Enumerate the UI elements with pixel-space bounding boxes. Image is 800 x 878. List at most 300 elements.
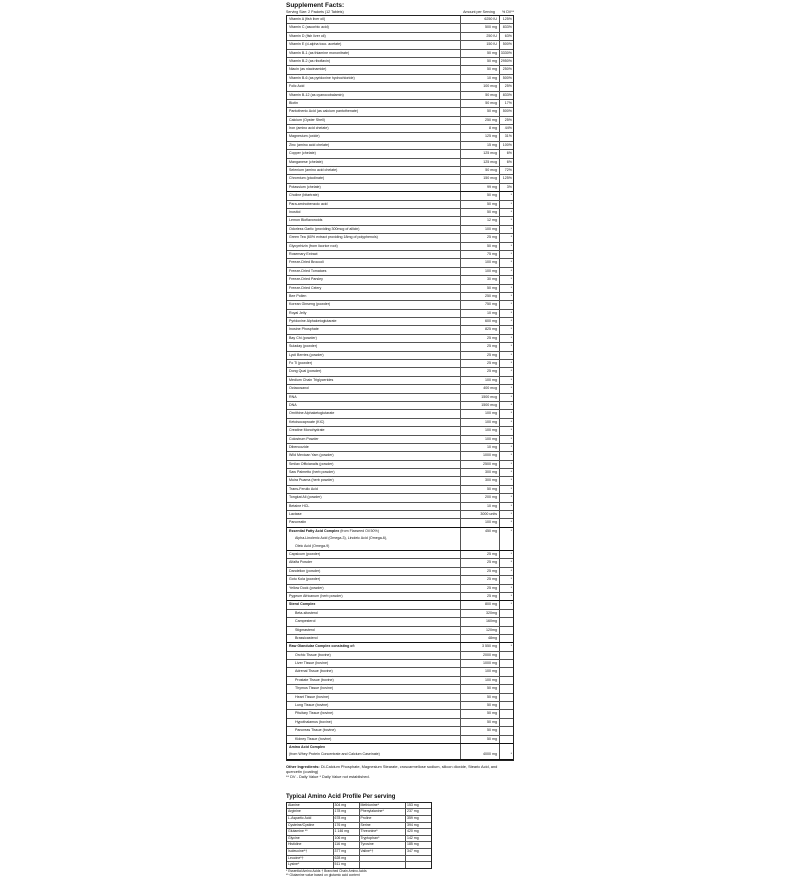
amino-row [287, 862, 431, 868]
table-row [287, 268, 513, 276]
ingredient-name: Magnesium (oxide) [287, 133, 461, 140]
ingredient-name: Calcium (Oyster Shell) [287, 117, 461, 124]
ingredient-amount: 25 mg [461, 585, 500, 592]
table-row [287, 33, 513, 41]
table-row [287, 150, 513, 158]
ingredient-dv: * [510, 226, 512, 231]
ingredient-amount: 800 mg [461, 601, 500, 608]
ingredient-name: Lactase [287, 511, 461, 518]
ingredient-name: Kidney Tissue (bovine) [287, 736, 461, 743]
amino-acid-name: Tyrosine [360, 842, 374, 847]
ingredient-amount: 2500 mg [461, 461, 500, 468]
ingredient-name: Smilax Officianalis (powder) [287, 461, 461, 468]
ingredient-dv: * [510, 352, 512, 357]
amino-acid-amount: 347 mg [405, 849, 431, 855]
ingredient-dv [500, 685, 513, 692]
table-row [287, 576, 513, 584]
ingredient-dv: * [510, 218, 512, 223]
ingredient-amount: 50 mg [461, 50, 500, 57]
amino-cell [287, 829, 360, 835]
ingredient-dv: * [510, 585, 512, 590]
amino-acid-amount: 1 146 mg [333, 829, 359, 835]
dv-note: ** DV - Daily Value * Daily Value not established. [286, 773, 370, 779]
ingredient-dv: * [510, 209, 512, 214]
amino-acid-amount: 359 mg [405, 816, 431, 822]
ingredient-amount: 300 mg [461, 469, 500, 476]
ingredient-dv: 31% [504, 134, 512, 139]
table-row [287, 75, 513, 83]
table-row [287, 677, 513, 685]
ingredient-amount: 50 mcg [461, 167, 500, 174]
ingredient-dv: * [510, 402, 512, 407]
ingredient-amount: 75 mg [461, 251, 500, 258]
table-row [287, 385, 513, 393]
ingredient-name: Dibencozide [287, 444, 461, 451]
ingredient-amount: 125 mcg [461, 150, 500, 157]
ingredient-dv: * [510, 369, 512, 374]
table-row [287, 100, 513, 108]
ingredient-amount: 50 mcg [461, 92, 500, 99]
amino-acid-amount [405, 856, 431, 862]
ingredient-name: Alpha-Linolenic Acid (Omega-3), Linoleic Acid (Omega-6), [287, 535, 461, 542]
ingredient-name: Vitamin B-2 (as riboflavin) [287, 58, 461, 65]
ingredient-amount: 50 mg [461, 685, 500, 692]
table-row [287, 444, 513, 452]
ingredient-dv: * [510, 386, 512, 391]
table-row [287, 610, 513, 618]
table-row [287, 736, 513, 744]
ingredient-amount: 100 mg [461, 677, 500, 684]
ingredient-amount: 50 mg [461, 710, 500, 717]
ingredient-dv [500, 677, 513, 684]
ingredient-name: Choline (bitartrate) [287, 192, 461, 199]
ingredient-name: Pancreatin [287, 519, 461, 526]
ingredient-dv: * [510, 335, 512, 340]
amino-acid-amount: 678 mg [333, 816, 359, 822]
ingredient-amount: 100 mg [461, 377, 500, 384]
ingredient-name: Adrenal Tissue (bovine) [287, 668, 461, 675]
ingredient-amount: 125 mg [461, 133, 500, 140]
table-row [287, 559, 513, 567]
ingredient-amount: 250 mg [461, 117, 500, 124]
ingredient-dv: 63% [504, 33, 512, 38]
ingredient-name: Yellow Dock (powder) [287, 585, 461, 592]
table-row [287, 301, 513, 309]
ingredient-amount: 3000 units [461, 511, 500, 518]
amino-footnote-2: ** Glutamine value based on glutamic acid content [286, 873, 360, 878]
ingredient-name: Inosine Phosphate [287, 326, 461, 333]
ingredient-dv: * [510, 277, 512, 282]
ingredient-amount: 10 mg [461, 310, 500, 317]
amino-cell [360, 809, 432, 815]
ingredient-amount: 100 mg [461, 419, 500, 426]
ingredient-name: Tongkat Ali (powder) [287, 494, 461, 501]
ingredient-name: Oleic Acid (Omega-9) [287, 543, 461, 550]
ingredient-dv: * [510, 478, 512, 483]
ingredient-amount: 100 mg [461, 268, 500, 275]
table-row [287, 352, 513, 360]
table-row [287, 394, 513, 402]
ingredient-dv: 3330% [500, 50, 512, 55]
amino-footnote-1: * Essential Amino Acids † Branched Chain Amino Acids [286, 868, 367, 873]
table-row [287, 360, 513, 368]
amino-acid-amount: 178 mg [333, 809, 359, 815]
ingredient-dv: * [510, 453, 512, 458]
ingredient-name: Freeze-Dried Broccoli [287, 259, 461, 266]
amino-row [287, 836, 431, 843]
amino-acid-amount [405, 862, 431, 868]
amino-cell [360, 842, 432, 848]
ingredient-name: Biotin [287, 100, 461, 107]
ingredient-dv: 833% [502, 92, 512, 97]
table-row [287, 719, 513, 727]
ingredient-dv [500, 727, 513, 734]
ingredient-name: Saw Palmetto (herb powder) [287, 469, 461, 476]
ingredient-dv: * [510, 568, 512, 573]
table-row [287, 259, 513, 267]
ingredient-dv: 250% [502, 67, 512, 72]
ingredient-name: Pituitary Tissue (bovine) [287, 710, 461, 717]
amino-acid-amount: 142 mg [405, 836, 431, 842]
ingredient-name: Freeze-Dried Celery [287, 285, 461, 292]
amino-acid-name: Glycine [288, 835, 300, 840]
ingredient-name: Heart Tissue (bovine) [287, 694, 461, 701]
amino-acid-amount: 628 mg [333, 856, 359, 862]
ingredient-dv: * [510, 310, 512, 315]
ingredient-source: (from Flaxseed Oil 50%) [339, 528, 379, 533]
ingredient-amount: 150 mcg [461, 175, 500, 182]
table-row [287, 226, 513, 234]
ingredient-dv [500, 627, 513, 634]
ingredient-amount: 250 mg [461, 293, 500, 300]
ingredient-amount [461, 535, 500, 542]
table-row [287, 727, 513, 735]
amino-acid-name: Alanine [288, 802, 300, 807]
ingredient-name: Freeze-Dried Parsley [287, 276, 461, 283]
ingredient-name: RNA [287, 394, 461, 401]
table-row [287, 133, 513, 141]
ingredient-amount: 1500 mcg [461, 402, 500, 409]
table-row [287, 285, 513, 293]
ingredient-amount [461, 543, 500, 550]
ingredient-amount: 25 mg [461, 559, 500, 566]
ingredient-name: Brassicasterol [287, 635, 461, 642]
ingredient-dv [500, 744, 513, 751]
ingredient-name: Folic Acid [287, 83, 461, 90]
ingredient-name: Betaine HCL [287, 503, 461, 510]
ingredient-dv: * [510, 268, 512, 273]
ingredient-name: Rosemary Extract [287, 251, 461, 258]
ingredient-amount: 8 mg [461, 125, 500, 132]
amino-acid-amount: 304 mg [333, 803, 359, 809]
ingredient-dv [500, 635, 513, 642]
ingredient-dv [500, 660, 513, 667]
table-row [287, 192, 513, 200]
ingredient-amount: 50 mg [461, 736, 500, 743]
ingredient-dv [500, 610, 513, 617]
table-row [287, 251, 513, 259]
ingredient-dv: * [510, 752, 512, 757]
ingredient-dv: 3% [506, 184, 512, 189]
ingredient-amount: 100 mg [461, 226, 500, 233]
ingredient-name: Thymus Tissue (bovine) [287, 685, 461, 692]
table-row [287, 24, 513, 32]
amino-row [287, 823, 431, 830]
table-row [287, 58, 513, 66]
ingredient-amount: 6250 IU [461, 16, 500, 23]
ingredient-name: Prostate Tissue (bovine) [287, 677, 461, 684]
ingredient-amount: 50 mg [461, 201, 500, 208]
ingredient-name: Odorless Garlic (providing 300mcg of allicin) [287, 226, 461, 233]
ingredient-amount: 3 550 mg [461, 643, 500, 650]
ingredient-name: Zinc (amino acid chelate) [287, 142, 461, 149]
ingredient-amount: 600 mg [461, 318, 500, 325]
amino-cell [360, 836, 432, 842]
amino-acid-amount: 176 mg [333, 823, 359, 829]
ingredient-name: Niacin (as niacinamide) [287, 66, 461, 73]
table-row [287, 461, 513, 469]
ingredient-dv: 500% [502, 42, 512, 47]
ingredient-dv: * [510, 428, 512, 433]
supplement-facts-label [286, 0, 514, 878]
ingredient-name: Vitamin E (d-alpha toco. acetate) [287, 41, 461, 48]
ingredient-amount: 50 mg [461, 702, 500, 709]
table-row [287, 660, 513, 668]
amino-acid-amount: 185 mg [405, 842, 431, 848]
ingredient-dv: 500% [502, 75, 512, 80]
table-row [287, 50, 513, 58]
amino-row [287, 816, 431, 823]
amino-acid-amount: 153 mg [405, 803, 431, 809]
ingredient-name: Vitamin B-6 (as pyridoxine hydrochloride) [287, 75, 461, 82]
amino-acid-name: Cysteine/Cystine [288, 822, 315, 827]
ingredient-name: Lemon Bioflavonoids [287, 217, 461, 224]
table-row [287, 16, 513, 24]
amino-cell [360, 862, 432, 868]
ingredient-dv: * [510, 361, 512, 366]
ingredient-amount: 25 mg [461, 360, 500, 367]
amino-cell [287, 816, 360, 822]
amino-acid-amount: 116 mg [333, 842, 359, 848]
ingredient-dv: 6% [506, 151, 512, 156]
ingredient-name: Stigmasterol [287, 627, 461, 634]
ingredient-dv: * [510, 520, 512, 525]
amino-acid-name: Lysine* [288, 862, 300, 867]
ingredient-name: Octacosanol [287, 385, 461, 392]
ingredient-dv: * [510, 528, 512, 533]
ingredient-name: Copper (chelate) [287, 150, 461, 157]
ingredient-amount: 10 mg [461, 503, 500, 510]
ingredient-dv: 17% [504, 100, 512, 105]
ingredient-name: Inositol [287, 209, 461, 216]
ingredient-amount: 50 mg [461, 719, 500, 726]
ingredient-name: Campesterol [287, 618, 461, 625]
ingredient-name: Vitamin B-12 (as cyanocobalamin) [287, 92, 461, 99]
ingredient-name: Iron (amino acid chelate) [287, 125, 461, 132]
ingredient-amount: 10 mg [461, 75, 500, 82]
ingredient-name: Fo Ti (powder) [287, 360, 461, 367]
ingredient-amount: 1000 mg [461, 660, 500, 667]
ingredient-amount: 125 mcg [461, 159, 500, 166]
table-row [287, 469, 513, 477]
ingredient-name: Sterol Complex [287, 601, 461, 608]
ingredient-dv: * [510, 285, 512, 290]
table-row [287, 601, 513, 609]
ingredient-dv: * [510, 411, 512, 416]
amino-acid-name: Proline [360, 815, 372, 820]
ingredient-name: Vitamin A (fish liver oil) [287, 16, 461, 23]
ingredient-name: DNA [287, 402, 461, 409]
ingredient-name: Vitamin D (fish liver oil) [287, 33, 461, 40]
ingredient-name: Glycyrrhizin (from licorice root) [287, 243, 461, 250]
ingredient-name: Beta-sitosterol [287, 610, 461, 617]
table-row [287, 494, 513, 502]
ingredient-name: Trans-Ferulic Acid [287, 486, 461, 493]
ingredient-amount: 50 mcg [461, 100, 500, 107]
amino-acid-amount: 394 mg [405, 823, 431, 829]
ingredient-dv: 6% [506, 159, 512, 164]
amino-acid-name [360, 862, 406, 868]
ingredient-name: Orchic Tissue (bovine) [287, 652, 461, 659]
table-row [287, 568, 513, 576]
table-row [287, 427, 513, 435]
ingredient-name: Freeze-Dried Tomatoes [287, 268, 461, 275]
ingredient-amount: 25 mg [461, 352, 500, 359]
ingredient-amount: 99 mg [461, 184, 500, 191]
table-row [287, 83, 513, 91]
ingredient-amount: 250 IU [461, 33, 500, 40]
table-row [287, 477, 513, 485]
ingredient-name: Royal Jelly [287, 310, 461, 317]
ingredient-name: Pyridoxine Alphaketoglutarate [287, 318, 461, 325]
ingredient-dv: * [510, 235, 512, 240]
ingredient-name: Raw Glandular Complex consisting of: [287, 643, 461, 650]
facts-table [286, 16, 514, 761]
ingredient-name: Para-aminobenzoic acid [287, 201, 461, 208]
table-row [287, 326, 513, 334]
amino-cell [287, 823, 360, 829]
ingredient-dv: * [510, 394, 512, 399]
ingredient-dv: * [510, 552, 512, 556]
ingredient-dv: 25% [504, 117, 512, 122]
ingredient-name: Green Tea (60% extract providing 18mg of polyphenols) [287, 234, 461, 241]
ingredient-amount: 500 mg [461, 24, 500, 31]
ingredient-amount: 25 mg [461, 568, 500, 575]
ingredient-dv: 500% [502, 109, 512, 114]
amino-acid-name: Valine*† [360, 848, 374, 853]
ingredient-dv: 2950% [500, 58, 512, 63]
ingredient-dv: * [510, 602, 512, 607]
ingredient-dv: 125% [502, 17, 512, 21]
ingredient-dv: 833% [502, 25, 512, 30]
ingredient-amount: 750 mg [461, 301, 500, 308]
ingredient-amount: 100 mg [461, 410, 500, 417]
ingredient-dv [500, 694, 513, 701]
ingredient-name: (from Whey Protein Concentrate and Calcium Caseinate) [287, 751, 461, 758]
ingredient-name: Muira Puama (herb powder) [287, 477, 461, 484]
table-row [287, 184, 513, 192]
ingredient-name: Liver Tissue (bovine) [287, 660, 461, 667]
table-row [287, 486, 513, 494]
ingredient-dv [500, 736, 513, 743]
table-row [287, 209, 513, 217]
ingredient-amount [461, 744, 500, 751]
ingredient-name: Wild Mexican Yam (powder) [287, 452, 461, 459]
ingredient-amount: 1500 mcg [461, 394, 500, 401]
amino-cell [287, 842, 360, 848]
ingredient-dv [500, 652, 513, 659]
ingredient-dv: * [510, 260, 512, 265]
amino-acid-name: L-Aspartic Acid [288, 815, 312, 820]
ingredient-amount: 50 mg [461, 486, 500, 493]
amino-acid-name: Leucine*† [288, 855, 304, 860]
ingredient-dv: 72% [504, 168, 512, 173]
table-row [287, 535, 513, 542]
ingredient-amount: 100 mg [461, 519, 500, 526]
table-row [287, 217, 513, 225]
ingredient-amount: 12 mg [461, 217, 500, 224]
ingredient-name: Lycii Berries (powder) [287, 352, 461, 359]
ingredient-dv: 25% [504, 84, 512, 89]
ingredient-dv: * [510, 201, 512, 206]
amino-cell [360, 829, 432, 835]
amino-profile-table [286, 802, 432, 869]
table-row [287, 92, 513, 100]
ingredient-dv: * [510, 193, 512, 198]
table-row [287, 66, 513, 74]
table-row [287, 402, 513, 410]
table-row [287, 685, 513, 693]
ingredient-name: Bee Pollen [287, 293, 461, 300]
table-row [287, 635, 513, 643]
amino-cell [287, 809, 360, 815]
ingredient-name: Suladay (powder) [287, 343, 461, 350]
table-row [287, 108, 513, 116]
dv-header: % DV** [502, 10, 514, 14]
ingredient-dv [500, 668, 513, 675]
ingredient-dv: * [510, 293, 512, 298]
other-ingredients-label: Other Ingredients: [286, 763, 320, 769]
ingredient-amount: 50 mg [461, 285, 500, 292]
ingredient-dv: 44% [504, 126, 512, 131]
ingredient-amount: 320mg [461, 610, 500, 617]
serving-size: Serving Size: 2 Packets (12 Tablets) [286, 10, 344, 14]
ingredient-name: Ketoisocaproate (KIC) [287, 419, 461, 426]
ingredient-amount: 200 mg [461, 494, 500, 501]
table-row [287, 142, 513, 150]
ingredient-name: Selenium (amino acid chelate) [287, 167, 461, 174]
ingredient-amount: 50 mg [461, 727, 500, 734]
amino-acid-amount: 511 mg [333, 862, 359, 868]
table-row [287, 744, 513, 751]
ingredient-amount: 400 mcg [461, 385, 500, 392]
ingredient-name: Essential Fatty Acid Complex (from Flaxseed Oil 50%) [287, 528, 461, 535]
table-row [287, 343, 513, 351]
ingredient-amount: 100 mg [461, 427, 500, 434]
ingredient-amount: 15 mg [461, 142, 500, 149]
table-row [287, 234, 513, 242]
ingredient-dv: * [510, 461, 512, 466]
table-row [287, 643, 513, 651]
ingredient-amount: 25 mg [461, 576, 500, 583]
ingredient-dv [500, 543, 513, 550]
amino-row [287, 809, 431, 816]
ingredient-amount: 100 mg [461, 668, 500, 675]
ingredient-dv: * [510, 503, 512, 508]
ingredient-dv [500, 719, 513, 726]
amino-cell [360, 816, 432, 822]
amino-row [287, 829, 431, 836]
